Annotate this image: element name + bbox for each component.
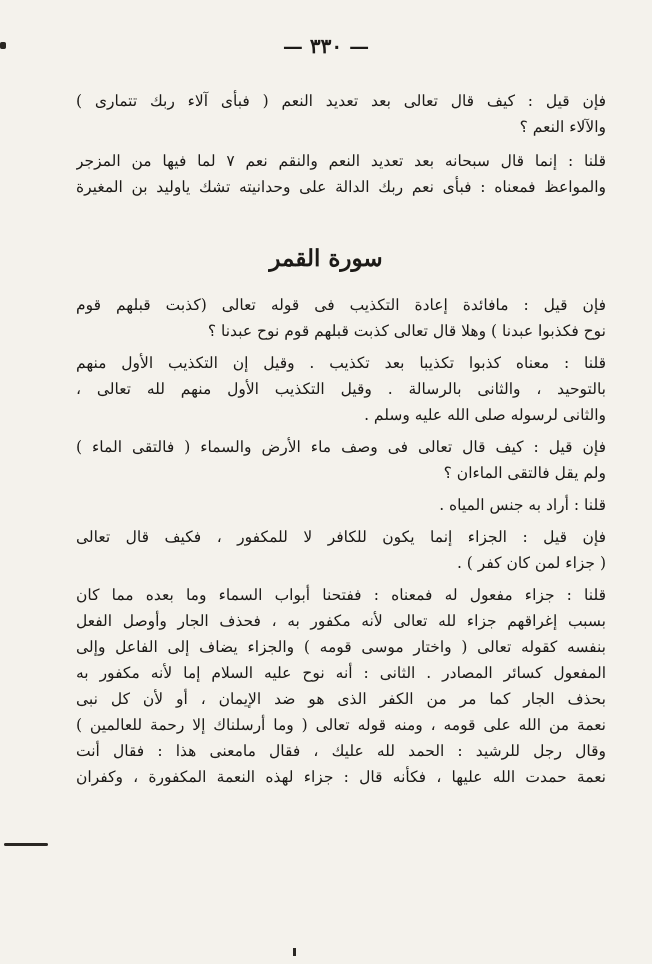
text-line: نوح فكذبوا عبدنا ) وهلا قال تعالى كذبت قبلهم قوم نوح عبدنا ؟ bbox=[207, 322, 606, 340]
text-line: المفعول كسائر المصادر . الثانى : أنه نوح عليه السلام إما لأنه مكفور به bbox=[76, 664, 606, 682]
margin-speck bbox=[293, 948, 296, 956]
margin-speck bbox=[0, 42, 6, 49]
text-line: والثانى لرسوله صلى الله عليه وسلم . bbox=[364, 406, 606, 424]
section-al-qamar bbox=[76, 292, 606, 790]
text-line: بالتوحيد ، والثانى بالرسالة . وقيل التكذيب الأول منهم لله تعالى ، bbox=[76, 380, 606, 398]
text-line: فإن قيل : كيف قال تعالى فى وصف ماء الأرض والسماء ( فالتقى الماء ) bbox=[76, 438, 606, 456]
text-line: ( جزاء لمن كان كفر ) . bbox=[456, 554, 606, 572]
text-line: بحذف الجار كما مر من الكفر الذى هو ضد الإيمان ، أو لأن كل نبى bbox=[76, 690, 606, 708]
text-line: والمواعظ فمعناه : فبأى نعم ربك الدالة على وحدانيته تشك ياوليد بن المغيرة bbox=[76, 178, 606, 196]
text-line: قلنا : إنما قال سبحانه بعد تعديد النعم والنقم نعم ٧ لما فيها من المزجر bbox=[76, 152, 606, 170]
text-line: بنفسه كقوله تعالى ( واختار موسى قومه ) والجزاء يضاف إلى الفاعل وإلى bbox=[76, 638, 606, 656]
section-al-rahman bbox=[76, 88, 606, 200]
surah-title: سورة القمر bbox=[269, 245, 383, 272]
text-line: قلنا : أراد به جنس المياه . bbox=[439, 496, 606, 514]
page-number: — ٣٣٠ — bbox=[282, 34, 370, 58]
text-line: نعمة من الله على قومه ، ومنه قوله تعالى ( وما أرسلناك إلا رحمة للعالمين ) bbox=[76, 716, 606, 734]
text-line: نعمة حمدت الله عليها ، فكأنه قال : جزاء لهذه النعمة المكفورة ، وكفران bbox=[76, 768, 606, 786]
text-line: قلنا : معناه كذبوا تكذيبا بعد تكذيب . وقيل إن التكذيب الأول منهم bbox=[76, 354, 606, 372]
text-line: والآلاء النعم ؟ bbox=[519, 118, 606, 136]
text-line: قلنا : جزاء مفعول له فمعناه : ففتحنا أبواب السماء وما بعده مما كان bbox=[76, 586, 606, 604]
text-line: وقال رجل للرشيد : الحمد لله عليك ، فقال مامعنى هذا : فقال أنت bbox=[76, 742, 606, 760]
margin-streak bbox=[4, 843, 48, 846]
text-line: فإن قيل : كيف قال تعالى بعد تعديد النعم ( فبأى آلاء ربك تتمارى ) bbox=[76, 92, 606, 110]
text-line: ولم يقل فالتقى الماءان ؟ bbox=[443, 464, 606, 482]
text-line: بسبب إغراقهم جزاء لله تعالى لأنه مكفور به ، فحذف الجار وأوصل الفعل bbox=[76, 612, 606, 630]
text-line: فإن قيل : الجزاء إنما يكون للكافر لا للمكفور ، فكيف قال تعالى bbox=[76, 528, 606, 546]
text-line: فإن قيل : مافائدة إعادة التكذيب فى قوله تعالى (كذبت قبلهم قوم bbox=[76, 296, 606, 314]
